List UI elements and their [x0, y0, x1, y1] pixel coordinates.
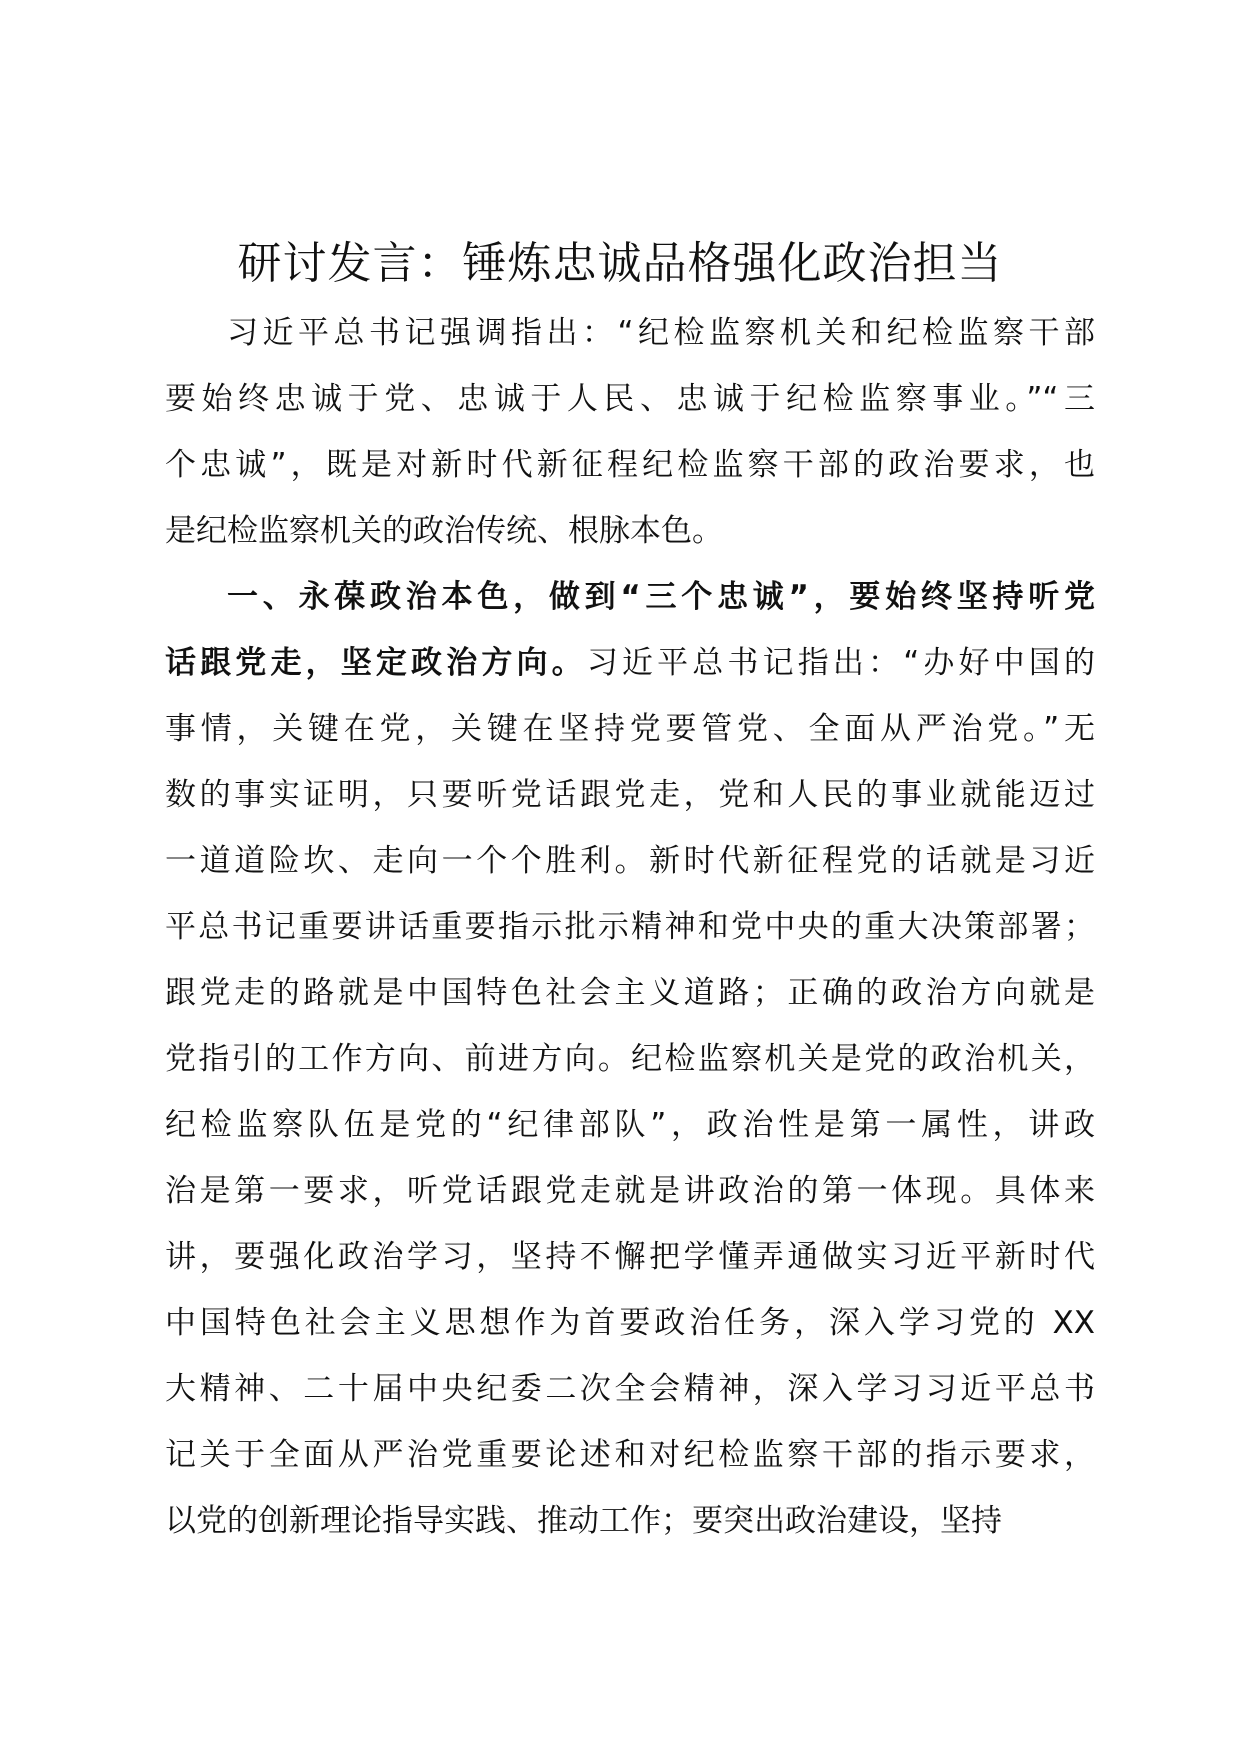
paragraph-2-line-4: 数的事实证明，只要听党话跟党走，党和人民的事业就能迈过 — [165, 777, 1095, 813]
paragraph-2-line-12: 中国特色社会主义思想作为首要政治任务，深入学习党的 XX — [165, 1305, 1095, 1341]
paragraph-2-line-7: 跟党走的路就是中国特色社会主义道路；正确的政治方向就是 — [165, 975, 1095, 1011]
paragraph-2-line-2 — [165, 630, 1095, 696]
paragraph-2-line-8: 党指引的工作方向、前进方向。纪检监察机关是党的政治机关， — [165, 1041, 1095, 1077]
paragraph-1-line-3: 个忠诚”，既是对新时代新征程纪检监察干部的政治要求，也 — [165, 447, 1095, 483]
document-title: 研讨发言：锤炼忠诚品格强化政治担当 — [237, 238, 1003, 289]
paragraph-2-line-11: 讲，要强化政治学习，坚持不懈把学懂弄通做实习近平新时代 — [165, 1239, 1095, 1275]
paragraph-2-heading-line-1: 一、永葆政治本色，做到“三个忠诚”，要始终坚持听党 — [227, 579, 1095, 615]
paragraph-2-line-3: 事情，关键在党，关键在坚持党要管党、全面从严治党。”无 — [165, 711, 1095, 747]
paragraph-2-line-2-rest: 习近平总书记指出：“办好中国的 — [586, 645, 1096, 681]
paragraph-1-line-2: 要始终忠诚于党、忠诚于人民、忠诚于纪检监察事业。”“三 — [165, 381, 1095, 417]
paragraph-1-line-1: 习近平总书记强调指出：“纪检监察机关和纪检监察干部 — [227, 315, 1095, 351]
paragraph-2-line-6: 平总书记重要讲话重要指示批示精神和党中央的重大决策部署； — [165, 909, 1095, 945]
paragraph-2-line-5: 一道道险坎、走向一个个胜利。新时代新征程党的话就是习近 — [165, 843, 1095, 879]
paragraph-2-line-15: 以党的创新理论指导实践、推动工作；要突出政治建设，坚持 — [165, 1503, 1002, 1539]
paragraph-2-line-9: 纪检监察队伍是党的“纪律部队”，政治性是第一属性，讲政 — [165, 1107, 1095, 1143]
document-body — [165, 300, 1095, 1554]
paragraph-1-line-4: 是纪检监察机关的政治传统、根脉本色。 — [165, 513, 723, 549]
paragraph-2-line-13: 大精神、二十届中央纪委二次全会精神，深入学习习近平总书 — [165, 1371, 1095, 1407]
paragraph-2-heading-line-2: 话跟党走，坚定政治方向。 — [165, 645, 587, 681]
paragraph-2-line-10: 治是第一要求，听党话跟党走就是讲政治的第一体现。具体来 — [165, 1173, 1095, 1209]
paragraph-2-line-14: 记关于全面从严治党重要论述和对纪检监察干部的指示要求， — [165, 1437, 1095, 1473]
